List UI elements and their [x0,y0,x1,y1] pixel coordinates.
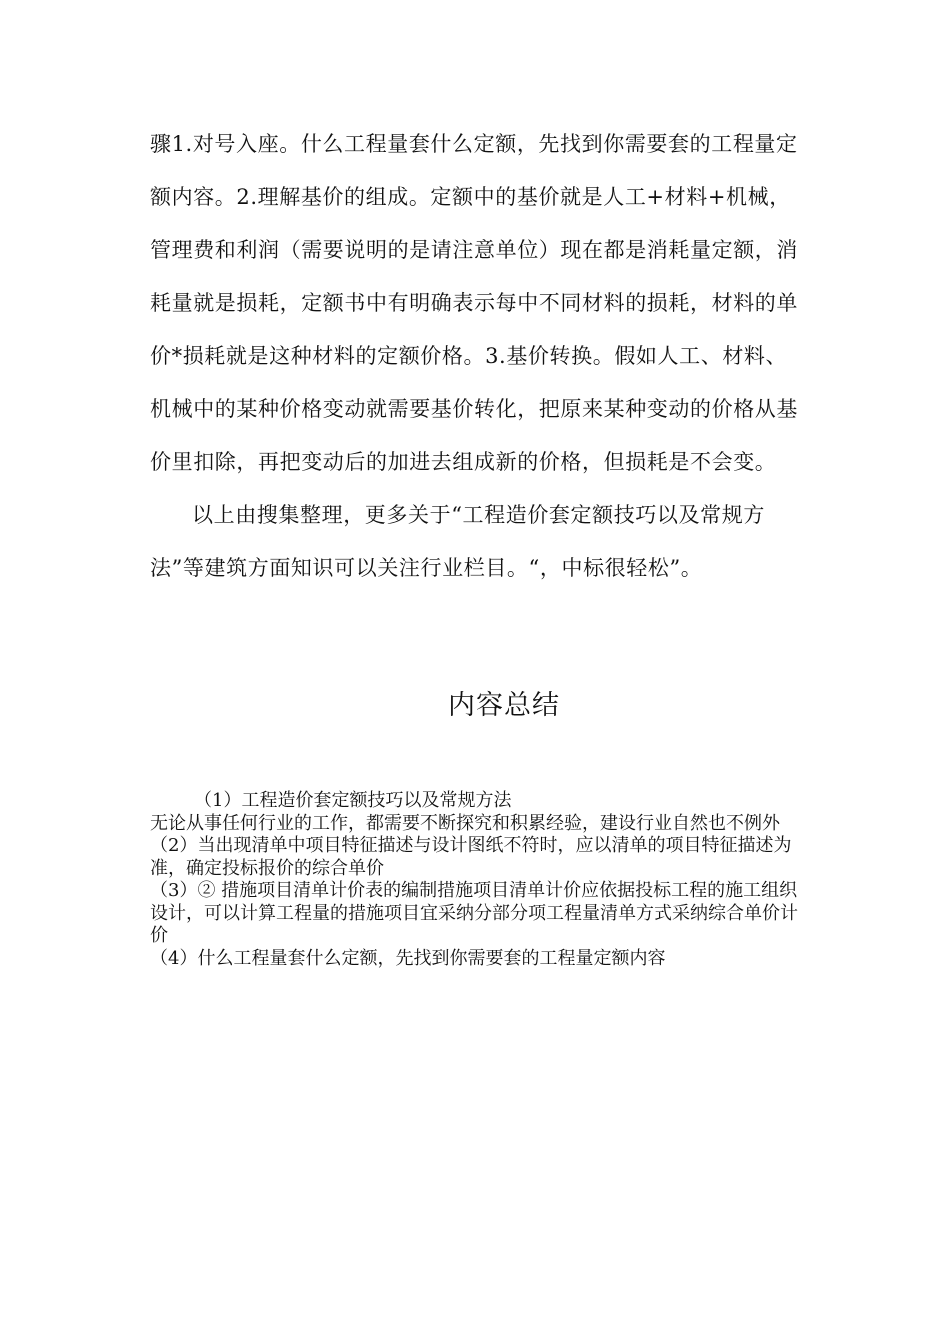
paragraph-closing: 以上由搜集整理，更多关于“工程造价套定额技巧以及常规方法”等建筑方面知识可以关注行业栏目。“，中标很轻松”。 [150,503,765,580]
summary-list [150,790,800,970]
summary-item: （1）工程造价套定额技巧以及常规方法 [194,790,512,811]
summary-item: （4）什么工程量套什么定额，先找到你需要套的工程量定额内容 [150,947,666,969]
body-text [150,118,800,595]
summary-item: 无论从事任何行业的工作，都需要不断探究和积累经验，建设行业自然也不例外 [150,812,780,834]
summary-title: 内容总结 [448,690,560,721]
summary-item: （3）② 措施项目清单计价表的编制措施项目清单计价应依据投标工程的施工组织设计，可以计算工程量的措施项目宜采纳分部分项工程量清单方式采纳综合单价计价 [150,880,798,946]
paragraph-steps: 骤1.对号入座。什么工程量套什么定额，先找到你需要套的工程量定额内容。2.理解基价的组成。定额中的基价就是人工+材料+机械，管理费和利润（需要说明的是请注意单位）现在都是消耗量定额，消耗量就是损耗，定额书中有明确表示每中不同材料的损耗，材料的单价*损耗就是这种材料的定额价格。3.基价转换。假如人工、材料、机械中的某种价格变动就需要基价转化，把原来某种变动的价格从基价里扣除，再把变动后的加进去组成新的价格，但损耗是不会变。 [150,132,798,474]
summary-item: （2）当出现清单中项目特征描述与设计图纸不符时，应以清单的项目特征描述为准，确定投标报价的综合单价 [150,835,792,879]
